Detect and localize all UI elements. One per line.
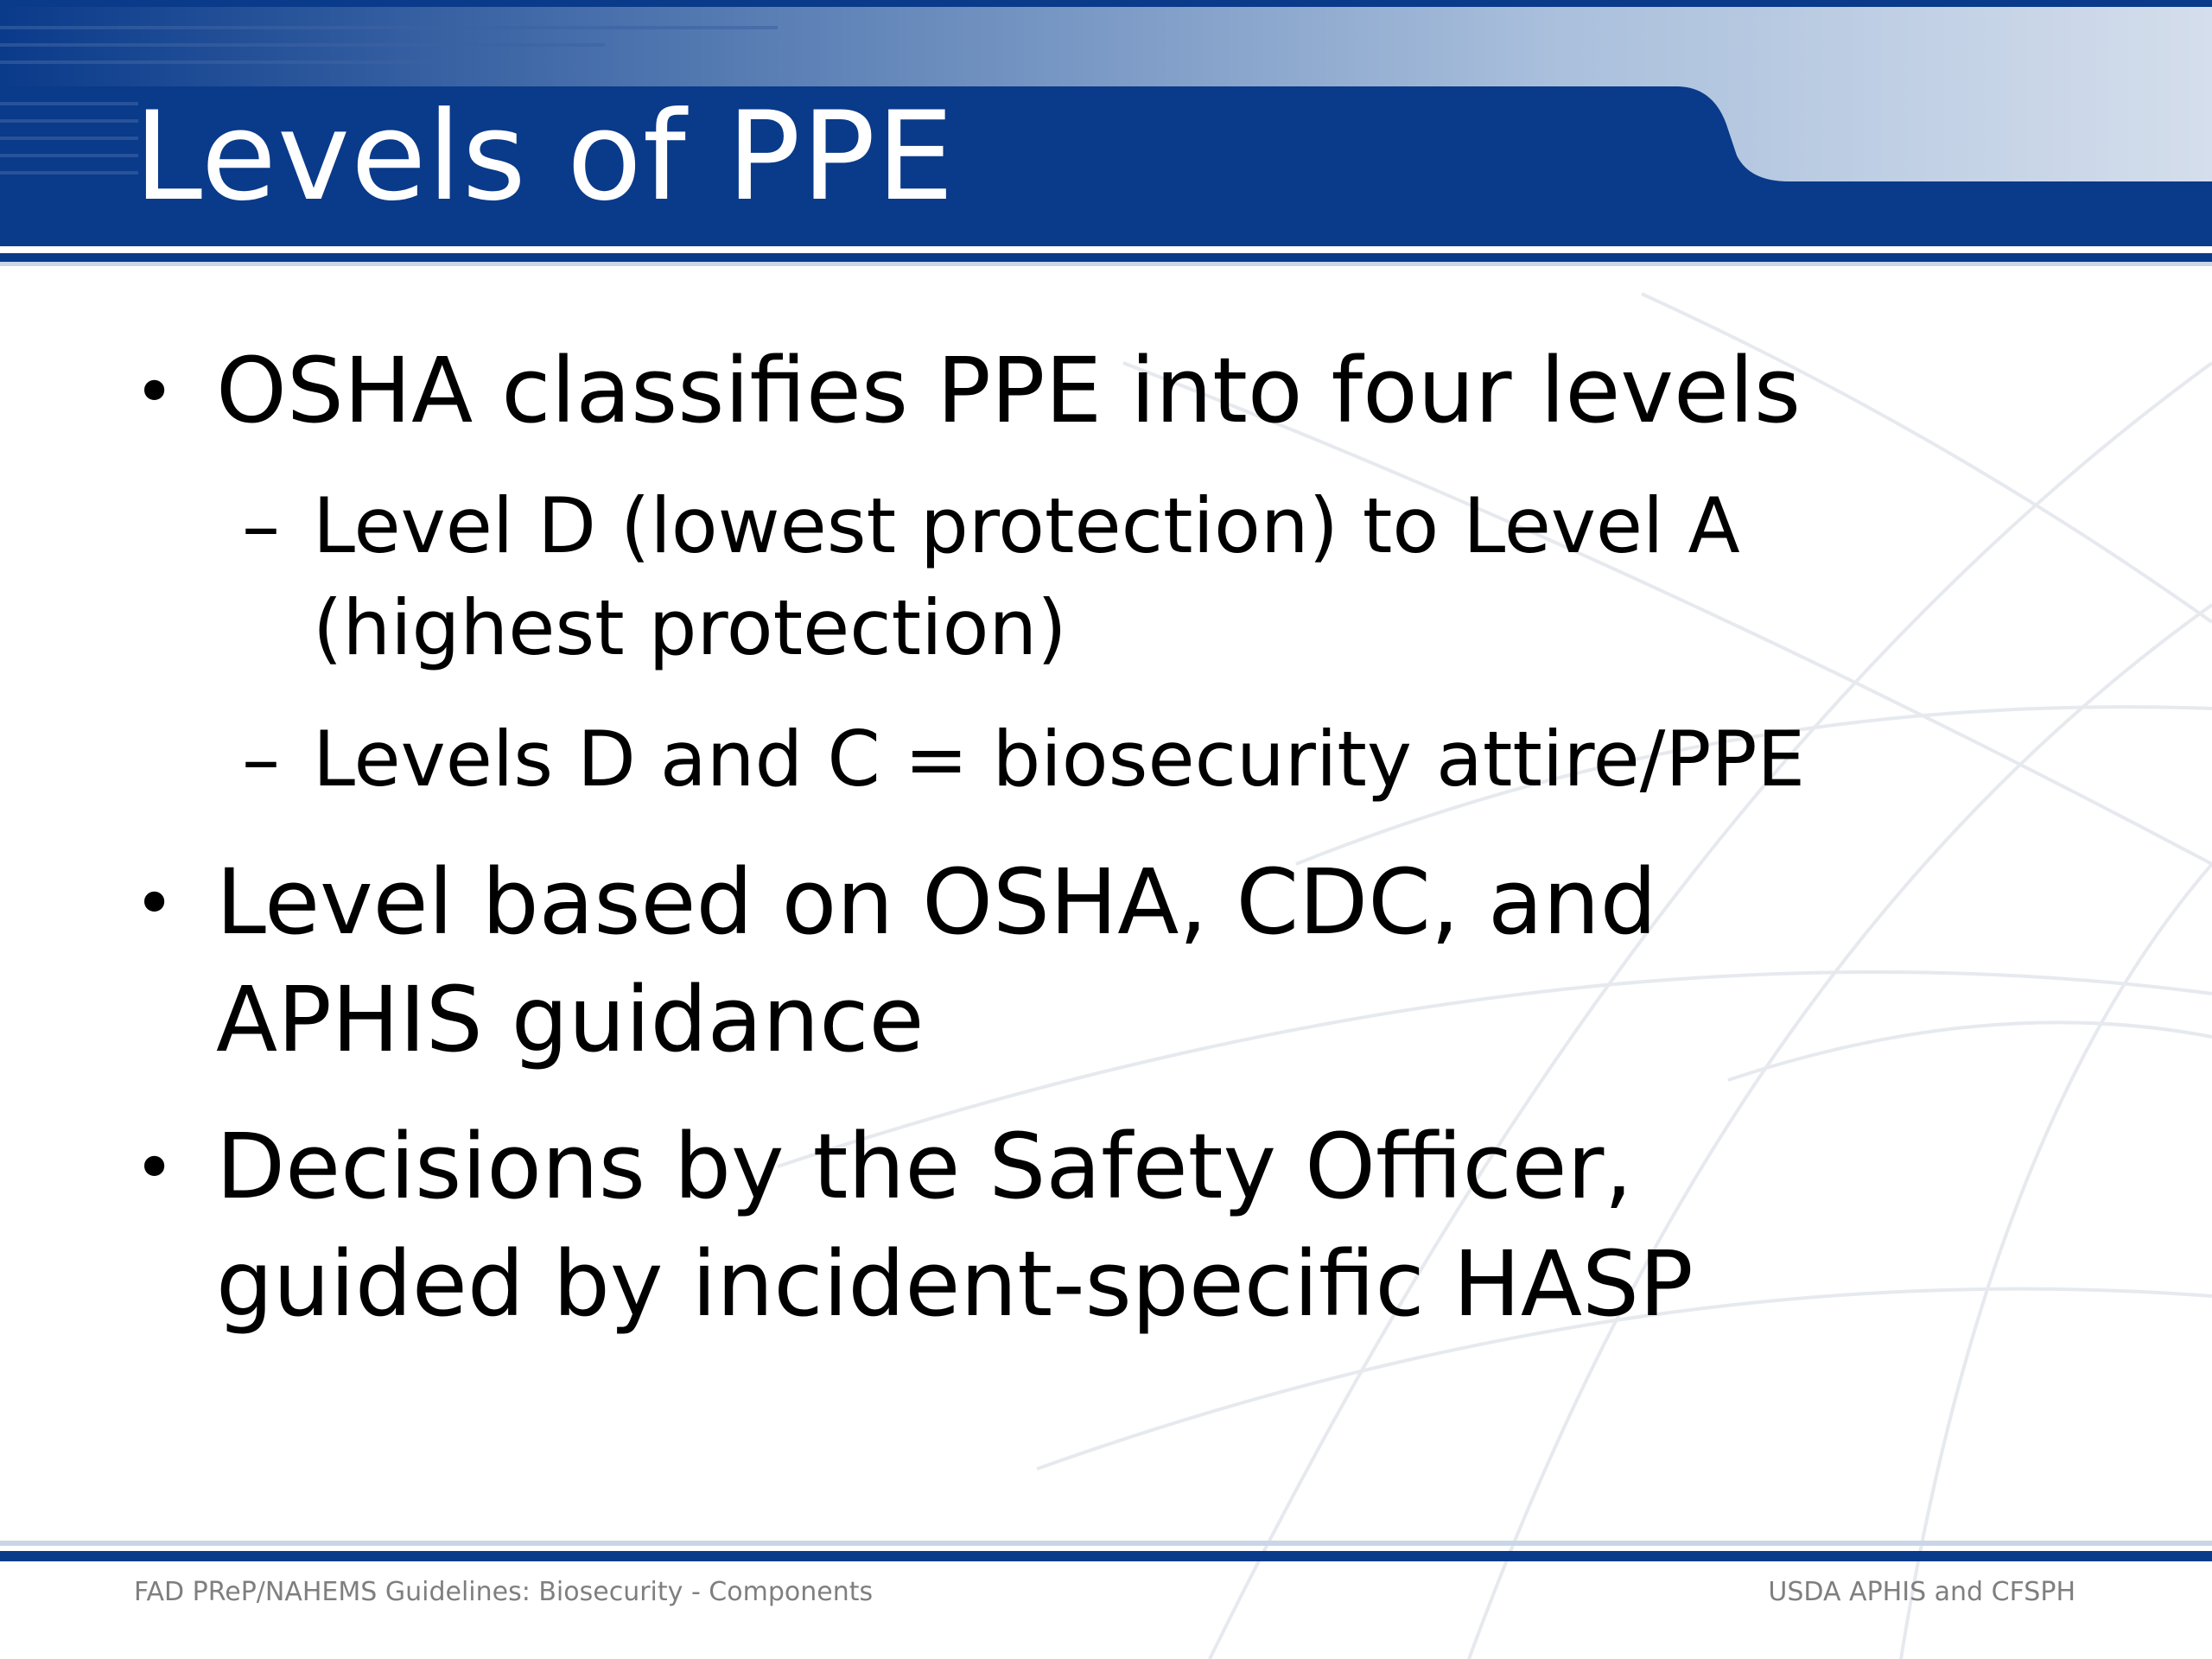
sub-bullet-dash: – — [242, 481, 280, 570]
sub-bullet-1-line-2: (highest protection) — [313, 583, 1067, 672]
sub-bullet-1-line-1: Level D (lowest protection) to Level A — [313, 481, 1740, 570]
bullet-3-line-1: Decisions by the Safety Officer, — [216, 1114, 1633, 1219]
bullet-2-line-1: Level based on OSHA, CDC, and — [216, 849, 1657, 955]
bullet-dot: • — [134, 863, 175, 944]
bullet-2-line-2: APHIS guidance — [216, 967, 925, 1072]
footer-right-text: USDA APHIS and CFSPH — [1768, 1577, 2075, 1607]
sub-bullet-dash: – — [242, 715, 280, 804]
slide-title: Levels of PPE — [134, 86, 955, 228]
bullet-3-line-2: guided by incident-specific HASP — [216, 1231, 1694, 1337]
bullet-1-line-1: OSHA classifies PPE into four levels — [216, 338, 1802, 443]
bullet-dot: • — [134, 1128, 175, 1208]
sub-bullet-2-line-1: Levels D and C = biosecurity attire/PPE — [313, 715, 1806, 804]
footer-left-text: FAD PReP/NAHEMS Guidelines: Biosecurity - Components — [134, 1577, 874, 1607]
bullet-dot: • — [134, 352, 175, 432]
